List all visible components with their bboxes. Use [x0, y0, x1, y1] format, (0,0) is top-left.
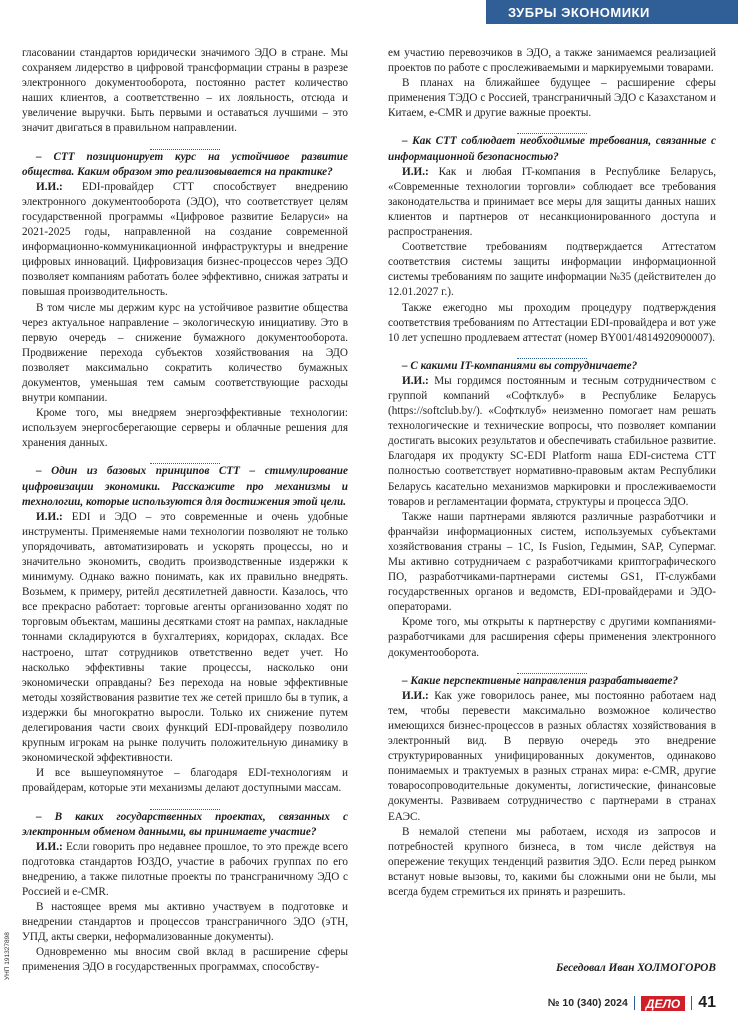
paragraph: Также наши партнерами являются различные разработчики и франчайзи информационных систем, используемых субъектами хозяйствования страны – 1С, Is Fusion, Гедымин, SAP, Супермаг. Мы активно сотрудничаем с разработчиками криптографического ПО, разработчиками-партнерами системы GS1, IT-службами государственных органов и ведомств, EDI-провайдерами и ЭДО-операторами.: [388, 510, 716, 614]
interview-question: – СТТ позиционирует курс на устойчивое развитие общества. Каким образом это реализовывается на практике?: [22, 150, 348, 178]
paragraph: В настоящее время мы активно участвуем в подготовке и внедрении стандартов и процессов трансграничного ЭДО (эТН, УПД, акты сверки, неформализованные документы).: [22, 901, 348, 944]
section-title: ЗУБРЫ ЭКОНОМИКИ: [508, 4, 650, 20]
paragraph: В том числе мы держим курс на устойчивое развитие общества через актуальное направление – экологическую инициативу. Это в первую очередь – снижение бумажного документооборота. Продвижение перехода субъектов хозяйствования на ЭДО позволяет максимально сократить количество бумажных документов, уменьшая тем самым соответствующие расходы внутри компании.: [22, 301, 348, 405]
answer-paragraph: [22, 180, 348, 301]
side-note: УНП 191327898: [4, 932, 11, 980]
speaker-label: И.И.:: [402, 689, 429, 702]
interview-question: – Как СТТ соблюдает необходимые требования, связанные с информационной безопасностью?: [388, 135, 716, 163]
interview-question: – Какие перспективные направления разрабатываете?: [402, 674, 679, 687]
speaker-label: И.И.:: [36, 180, 63, 193]
interview-question: – В каких государственных проектах, связанных с электронным обменом данными, вы принимаете участие?: [22, 810, 348, 838]
section-header: [486, 0, 738, 24]
author-signature: Беседовал Иван ХОЛМОГОРОВ: [555, 962, 716, 974]
paragraph: Кроме того, мы внедряем энергоэффективные технологии: используем энергосберегающие серверы и облачные решения для хранения данных.: [22, 407, 348, 450]
footer-divider: [634, 996, 635, 1010]
speaker-label: И.И.:: [36, 510, 63, 523]
answer-paragraph: [22, 840, 348, 900]
answer-text: EDI и ЭДО – это современные и очень удобные инструменты. Применяемые нами технологии позволяют не только упорядочивать, автоматизировать и ускорять процессы, но и значительно экономить, сводить производственные издержки к минимуму. Однако важно понимать, как их правильно внедрять. Возьмем, к примеру, ритейл десятилетней давности. Казалось, что все прекрасно работает: торговые агенты организованно ходят по торговым объектам, машины десятками стоят на рампах, накладные тоннами складируются в бухгалтериях, коридорах, складах. Все настроено, штат сотрудников ответственно ведет учет. Но насколько эффективны такие процессы, насколько они экономически оправданы? Без перехода на новые эффективные методы хозяйствования развитие тех же сетей пришло бы в тупик, а издержки бы многократно выросли. Только их снижение путем делегирования части своих функций EDI-провайдеру позволило крупным игрокам на рынке получить положительную динамику в экономической эффективности.: [22, 510, 348, 765]
paragraph: Соответствие требованиям подтверждается Аттестатом соответствия системы защиты информации информационной системы требованиям по защите информации №35 (действителен до 12.01.2027 г.).: [388, 241, 716, 299]
paragraph: В планах на ближайшее будущее – расширение сферы применения ТЭДО с Россией, трансграничный ЭДО с Казахстаном и Китаем, e-CMR и другие важные проекты.: [388, 77, 716, 120]
paragraph: гласовании стандартов юридически значимого ЭДО в стране. Мы сохраняем лидерство в цифровой трансформации страны в разрезе электронного документооборота, постоянно растет количество наших клиентов, а соответственно – их лояльность, отсюда и увеличение выручки. Быть первыми и оставаться лучшими – это значит двигаться в правильном направлении.: [22, 47, 348, 135]
answer-text: Как и любая IT-компания в Республике Беларусь, «Современные технологии торговли» соблюдает все требования законодательства и принимает все меры для защиты данных наших клиентов и партнеров от несанкционированного доступа и распространения.: [388, 165, 716, 239]
speaker-label: И.И.:: [402, 374, 429, 387]
paragraph: ем участию перевозчиков в ЭДО, а также занимаемся реализацией проектов по работе с прослеживаемыми и маркируемыми товарами.: [388, 47, 716, 75]
magazine-logo: ДЕЛО: [641, 996, 685, 1011]
answer-text: Как уже говорилось ранее, мы постоянно работаем над тем, чтобы перевести максимально возможное количество имеющихся бизнес-процессов в разных областях хозяйствования в электронный вид. В первую очередь это внедрение структурированных унифицированных документов, одинаково понимаемых и трактуемых в разных странах мира: e-CMR, другие товаросопроводительные документы, логистические, финансовые документы. Развиваем сотрудничество с партнерами в странах ЕАЭС.: [388, 689, 716, 823]
interview-question: – Один из базовых принципов СТТ – стимулирование цифровизации экономики. Расскажите про механизмы и технологии, которые используются для достижения этой цели.: [22, 465, 348, 508]
answer-text: Если говорить про недавнее прошлое, то это прежде всего подготовка стандартов ЮЗДО, участие в рабочих группах по его внедрению, а также пилотные проекты по трансграничному ЭДО с Россией и e-CMR.: [22, 840, 348, 898]
paragraph: Одновременно мы вносим свой вклад в расширение сферы применения ЭДО в государственных программах, способству-: [22, 946, 348, 974]
speaker-label: И.И.:: [402, 165, 429, 178]
page-number: 41: [698, 994, 716, 1011]
page-footer: [548, 994, 716, 1012]
paragraph: Также ежегодно мы проходим процедуру подтверждения соответствия требованиям по Аттестации EDI-провайдера и вот уже 10 лет успешно продлеваем аттестат (номер BY001/4814920900007).: [388, 301, 716, 344]
answer-paragraph: [388, 165, 716, 240]
issue-number: № 10 (340) 2024: [547, 997, 628, 1009]
interview-question: – С какими IT-компаниями вы сотрудничаете?: [402, 359, 638, 372]
speaker-label: И.И.:: [36, 840, 63, 853]
answer-text: Мы гордимся постоянным и тесным сотрудничеством с группой компаний «Софтклуб» в Республике Беларусь (https://softclub.by/). «Софтклуб» неизменно помогает нам решать технологические и технические вопросы, что позволяет компании достигать высоких результатов и обеспечивать стабильное развитие. Благодаря их продукту SC-EDI Platform наша EDI-система СТТ полностью соответствует нормативно-правовым актам Республики Беларусь касательно механизмов маркировки и прослеживаемости товаров и регламентации формата, структуры и процесса ЭДО.: [388, 374, 716, 508]
answer-paragraph: [388, 689, 716, 825]
paragraph: В немалой степени мы работаем, исходя из запросов и потребностей крупного бизнеса, в том числе действуя на опережение текущих тенденций развития ЭДО. Если перед рынком встанут новые вызовы, то, какими бы сложными они не были, мы всегда будем стремиться их принять и разрешить.: [388, 825, 716, 898]
paragraph: Кроме того, мы открыты к партнерству с другими компаниями-разработчиками для расширения сферы применения электронного документооборота.: [388, 616, 716, 659]
article-column-left: [22, 46, 348, 976]
article-column-right: [388, 46, 716, 900]
answer-paragraph: [22, 510, 348, 767]
answer-paragraph: [388, 374, 716, 510]
footer-divider: [691, 996, 692, 1010]
paragraph: И все вышеупомянутое – благодаря EDI-технологиям и провайдерам, которые эти механизмы делают доступными массам.: [22, 767, 348, 795]
answer-text: EDI-провайдер СТТ способствует внедрению электронного документооборота (ЭДО), что соответствует целям государственной программы «Цифровое развитие Беларуси» на 2021-2025 годы, направленной на создание современной информационно-коммуникационной инфраструктуры и внедрение цифровых инноваций. Цифровизация бизнес-процессов через ЭДО позволяет компаниям работать более эффективно, снижая затраты и повышая производительность.: [22, 180, 348, 299]
